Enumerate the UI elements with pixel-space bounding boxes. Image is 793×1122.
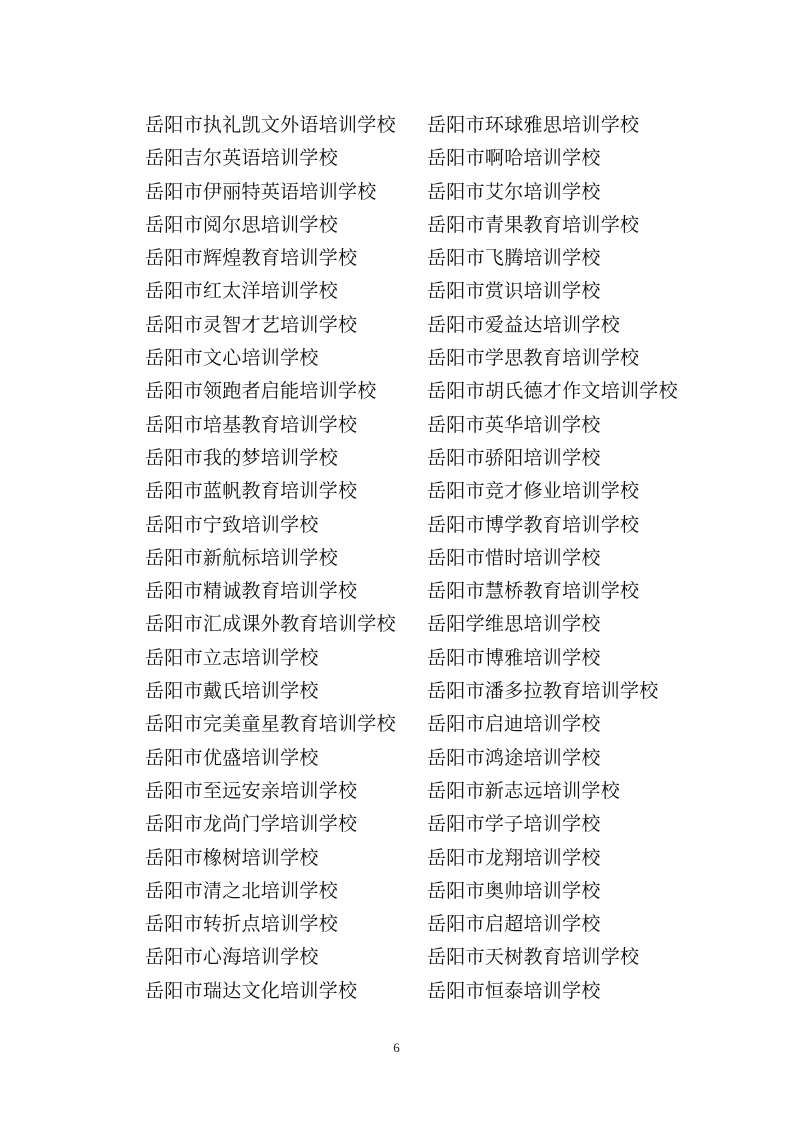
list-item: 岳阳市启超培训学校 [427,913,601,936]
list-item: 岳阳市惜时培训学校 [427,546,601,569]
list-item: 岳阳市鸿途培训学校 [427,746,601,769]
list-item: 岳阳市龙翔培训学校 [427,846,601,869]
list-item: 岳阳市慧桥教育培训学校 [427,580,640,603]
list-item: 岳阳市赏识培训学校 [427,280,601,303]
list-item: 岳阳市骄阳培训学校 [427,446,601,469]
list-item: 岳阳市恒泰培训学校 [427,979,601,1002]
list-item: 岳阳市至远安亲培训学校 [145,779,358,802]
list-item: 岳阳市红太洋培训学校 [145,280,339,303]
list-item: 岳阳市完美童星教育培训学校 [145,713,396,736]
list-item: 岳阳市宁致培训学校 [145,513,319,536]
list-item: 岳阳市灵智才艺培训学校 [145,313,358,336]
list-item: 岳阳市执礼凯文外语培训学校 [145,114,396,136]
list-item: 岳阳市学思教育培训学校 [427,347,640,370]
list-item: 岳阳市新航标培训学校 [145,546,339,569]
list-item: 岳阳市艾尔培训学校 [427,180,601,203]
school-list-right-column [427,109,678,1008]
list-item: 岳阳市伊丽特英语培训学校 [145,180,377,203]
list-item: 岳阳市英华培训学校 [427,413,601,436]
list-item: 岳阳市博雅培训学校 [427,646,601,669]
list-item: 岳阳市瑞达文化培训学校 [145,979,358,1002]
list-item: 岳阳市环球雅思培训学校 [427,114,640,136]
list-item: 岳阳市啊哈培训学校 [427,147,601,170]
list-item: 岳阳市心海培训学校 [145,946,319,969]
list-item: 岳阳市戴氏培训学校 [145,680,319,703]
list-item: 岳阳市竞才修业培训学校 [427,480,640,503]
list-item: 岳阳市飞腾培训学校 [427,247,601,270]
list-item: 岳阳市青果教育培训学校 [427,213,640,236]
list-item: 岳阳市文心培训学校 [145,347,319,370]
school-list [145,109,745,1009]
list-item: 岳阳市爱益达培训学校 [427,313,621,336]
list-item: 岳阳市学子培训学校 [427,813,601,836]
list-item: 岳阳市领跑者启能培训学校 [145,380,377,403]
list-item: 岳阳市我的梦培训学校 [145,446,339,469]
list-item: 岳阳市天树教育培训学校 [427,946,640,969]
list-item: 岳阳学维思培训学校 [427,613,601,636]
list-item: 岳阳市阅尔思培训学校 [145,213,339,236]
list-item: 岳阳市奥帅培训学校 [427,879,601,902]
list-item: 岳阳市潘多拉教育培训学校 [427,680,659,703]
list-item: 岳阳市精诚教育培训学校 [145,580,358,603]
list-item: 岳阳市橡树培训学校 [145,846,319,869]
list-item: 岳阳市龙尚门学培训学校 [145,813,358,836]
list-item: 岳阳市蓝帆教育培训学校 [145,480,358,503]
school-list-left-column [145,109,396,1008]
list-item: 岳阳市优盛培训学校 [145,746,319,769]
list-item: 岳阳市胡氏德才作文培训学校 [427,380,678,403]
list-item: 岳阳吉尔英语培训学校 [145,147,339,170]
list-item: 岳阳市清之北培训学校 [145,879,339,902]
list-item: 岳阳市转折点培训学校 [145,913,339,936]
list-item: 岳阳市培基教育培训学校 [145,413,358,436]
list-item: 岳阳市汇成课外教育培训学校 [145,613,396,636]
page-number: 6 [393,1040,400,1055]
list-item: 岳阳市辉煌教育培训学校 [145,247,358,270]
list-item: 岳阳市博学教育培训学校 [427,513,640,536]
list-item: 岳阳市立志培训学校 [145,646,319,669]
list-item: 岳阳市新志远培训学校 [427,779,621,802]
list-item: 岳阳市启迪培训学校 [427,713,601,736]
